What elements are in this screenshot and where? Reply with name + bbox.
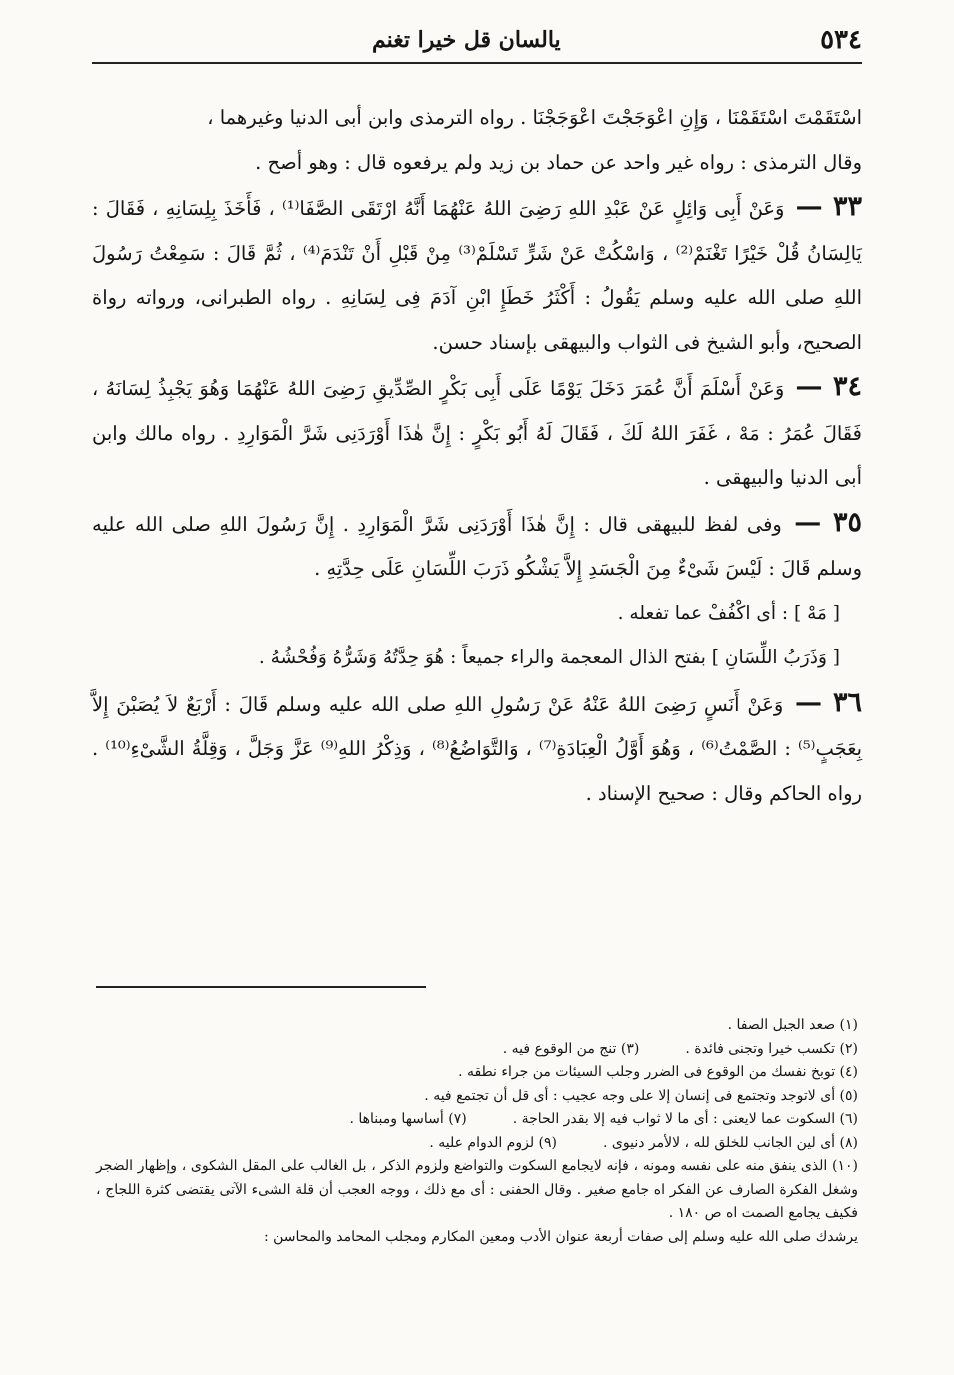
main-text — [92, 96, 862, 816]
hadith-33 — [92, 185, 862, 365]
hadith-text: وفى لفظ للبيهقى قال : إِنَّ هٰذَا أَوْرَدَنِى شَرَّ الْمَوَارِدِ . إِنَّ رَسُولَ اللهِ صلى الله عليه وسلم قَالَ : لَيْسَ شَىْءٌ مِنَ الْجَسَدِ إِلاَّ يَشْكُو ذَرَبَ اللِّسَانِ عَلَى حِدَّتِهِ . — [92, 512, 862, 580]
hadith-35 — [92, 501, 862, 592]
footnote: (٧) أساسها ومبناها . — [349, 1111, 467, 1127]
gloss-note — [92, 636, 862, 681]
running-head: يالسان قل خيرا تغنم — [372, 27, 561, 53]
footnote: (٣) تنج من الوقوع فيه . — [502, 1040, 640, 1057]
page-number: ٥٣٤ — [820, 25, 862, 55]
footnote: (٩) لزوم الدوام عليه . — [429, 1134, 558, 1151]
gloss-text: [ مَهْ ] : أى اكْفُفْ عما تفعله . — [617, 602, 840, 624]
paragraph-text: اسْتَقَمْتَ اسْتَقَمْنَا ، وَإِنِ اعْوَجَجْتَ اعْوَجَجْنَا . رواه الترمذى وابن أبى الدنيا وغيرهما ، — [207, 106, 862, 129]
hadith-36 — [92, 681, 862, 817]
footnote: يرشدك صلى الله عليه وسلم إلى صفات أربعة عنوان الأدب ومعين المكارم ومجلب المحامد والمحاسن : — [263, 1228, 858, 1245]
hadith-number: ٣٥ — — [794, 506, 862, 538]
footnote-row — [96, 1038, 858, 1062]
footnote-separator — [96, 986, 426, 988]
footnote: (١٠) الذى ينفق منه على نفسه ومونه ، فإنه لايجامع السكوت والتواضع ولزوم الذكر ، بل الغالب على المقل الشكوى ، وإظهار الضجر وشغل الفكرة الصارف عن الفكر اه جامع صغير . وقال الحفنى : أى مع ذلك ، ووجه العجب أن قلة الشىء الآتى يقتضى كثرة اللجاج ، فكيف يجامع الصمت اه ص ١٨٠ . — [96, 1158, 858, 1221]
hadith-34 — [92, 365, 862, 501]
text-paragraph — [92, 96, 862, 141]
footnote: (٨) أى لين الجانب للخلق لله ، لالأمر دنيوى . — [603, 1134, 858, 1151]
hadith-number: ٣٤ — — [795, 371, 862, 402]
footnotes — [96, 1014, 858, 1249]
paragraph-text: وقال الترمذى : رواه غير واحد عن حماد بن زيد ولم يرفعوه قال : وهو أصح . — [255, 150, 862, 174]
page-header — [92, 18, 862, 64]
footnote-row — [96, 1132, 858, 1156]
footnote-row — [96, 1108, 858, 1132]
footnote: (٥) أى لاتوجد وتجتمع فى إنسان إلا على وجه عجيب : أى قل أن تجتمع فيه . — [424, 1087, 858, 1104]
gloss-note — [92, 592, 862, 637]
hadith-number: ٣٣ — — [795, 191, 863, 222]
hadith-text: وَعَنْ أَسْلَمَ أَنَّ عُمَرَ دَخَلَ يَوْمًا عَلَى أَبِى بَكْرٍ الصِّدِّيقِ رَضِىَ اللهُ عَنْهُمَا وَهُوَ يَجْبِذُ لِسَانَهُ ، فَقَالَ عُمَرُ : مَهْ ، غَفَرَ اللهُ لَكَ ، فَقَالَ لَهُ أَبُو بَكْرٍ : إِنَّ هٰذَا أَوْرَدَنِى شَرَّ الْمَوَارِدِ . رواه مالك وابن أبى الدنيا والبيهقى . — [92, 377, 862, 489]
footnote: (٦) السكوت عما لايعنى : أى ما لا ثواب فيه إلا بقدر الحاجة . — [512, 1111, 858, 1127]
footnote: (٤) توبخ نفسك من الوقوع فى الضرر وجلب السيئات من جراء نطقه . — [458, 1064, 858, 1080]
footnote: (١) صعد الجبل الصفا . — [727, 1017, 858, 1033]
hadith-text: وَعَنْ أَنَسٍ رَضِىَ اللهُ عَنْهُ عَنْ رَسُولِ اللهِ صلى الله عليه وسلم قَالَ : أَرْبَعٌ لاَ يُصَبْنَ إِلاَّ بِعَجَبٍ⁽⁵⁾ : الصَّمْتُ⁽⁶⁾ ، وَهُوَ أَوَّلُ الْعِبَادَةِ⁽⁷⁾ ، وَالتَّوَاضُعُ⁽⁸⁾ ، وَذِكْرُ اللهِ⁽⁹⁾ عَزَّ وَجَلَّ ، وَقِلَّةُ الشَّىْءِ⁽¹⁰⁾ . رواه الحاكم وقال : صحيح الإسناد . — [92, 692, 863, 805]
hadith-number: ٣٦ — — [795, 686, 862, 718]
hadith-text: وَعَنْ أَبِى وَائِلٍ عَنْ عَبْدِ اللهِ رَضِىَ اللهُ عَنْهُمَا أَنَّهُ ارْتَقَى الصَّفَا⁽¹⁾ ، فَأَخَذَ بِلِسَانِهِ ، فَقَالَ : يَالِسَانُ قُلْ خَيْرًا تَغْنَمْ⁽²⁾ ، وَاسْكُتْ عَنْ شَرٍّ تَسْلَمْ⁽³⁾ مِنْ قَبْلِ أَنْ تَنْدَمَ⁽⁴⁾ ، ثُمَّ قَالَ : سَمِعْتُ رَسُولَ اللهِ صلى الله عليه وسلم يَقُولُ : أَكْثَرُ خَطَإِ ابْنِ آدَمَ فِى لِسَانِهِ . رواه الطبرانى، ورواته رواة الصحيح، وأبو الشيخ فى الثواب والبيهقى بإسناد حسن. — [92, 197, 862, 354]
gloss-text: [ وَذَرَبُ اللِّسَانِ ] بفتح الذال المعجمة والراء جميعاً : هُوَ حِدَّتُهُ وَشَرُّهُ وَفُحْشُهُ . — [258, 647, 840, 668]
footnote: (٢) تكسب خيرا وتجنى فائدة . — [685, 1040, 858, 1057]
text-paragraph — [92, 141, 862, 186]
